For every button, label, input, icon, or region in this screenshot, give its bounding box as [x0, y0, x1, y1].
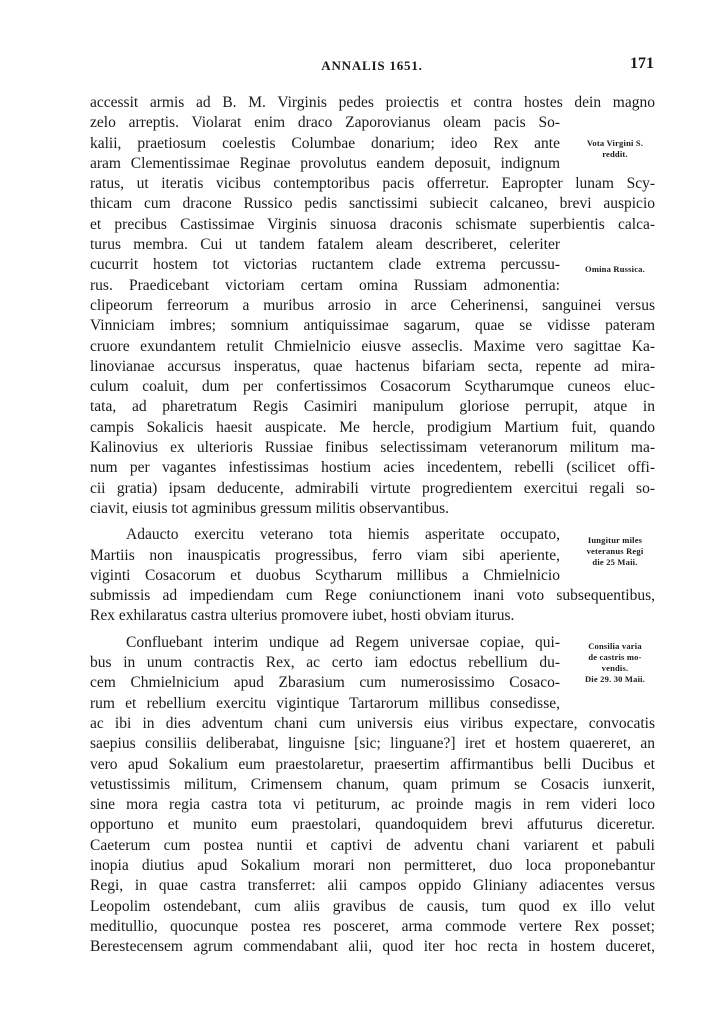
text-line: viginti Cosacorum et duobus Scytharum millibus a Chmielnicio: [90, 566, 560, 584]
text-line: Rex exhilaratus castra ulterius promovere iubet, hosti obviam iturus.: [90, 607, 515, 625]
text-line: inopia diutius apud Sokalium morari non permitteret, duo loca proponebantur: [90, 856, 655, 874]
margin-note-omina: Omina Russica.: [585, 264, 645, 274]
text-line: ratus, ut iteratis vicibus contemptoribus pacis offerretur. Eapropter lunam Scy-: [90, 175, 655, 193]
text-line: Caeterum cum postea nuntii et captivi de adventu chani variarent et pabuli: [90, 836, 655, 854]
text-line: kalii, praetiosum coelestis Columbae donarium; ideo Rex ante: [90, 134, 560, 152]
text-line: culum coaluit, dum per confertissimos Cosacorum Scytharumque cuneos eluc-: [90, 378, 655, 396]
text-line: cii gratia) ipsam deducente, admirabili virtute progredientem exercitui regali so-: [90, 479, 655, 497]
text-line: cem Chmielnicium apud Zbarasium cum numerosissimo Cosaco-: [90, 674, 560, 692]
text-line: aram Clementissimae Reginae provolutus eandem deposuit, indignum: [90, 154, 560, 172]
text-line: ciavit, eiusis tot agminibus gressum militis observantibus.: [90, 499, 450, 517]
text-line: Leopolim ostendebant, cum aliis gravibus de causis, tum quod ex illo velut: [90, 897, 655, 915]
text-line: rum et rebellium exercitu vigintique Tartarorum millibus consedisse,: [90, 694, 560, 712]
text-line: zelo arreptis. Violarat enim draco Zaporovianus oleam pacis So-: [90, 114, 560, 132]
running-title: ANNALIS 1651.: [321, 58, 423, 73]
text-line: tata, ad pharetratum Regis Casimiri manipulum gloriose perrupit, atque in: [90, 398, 655, 416]
text-line: meditullio, quocunque postea res posceret, arma commode vertere Rex posset;: [90, 917, 655, 935]
page-header: [90, 55, 654, 79]
text-line: vetustissimis militum, Crimensem chanum, quam primum se Cosacis iunxerit,: [90, 775, 655, 793]
text-line: cucurrit hostem tot victorias ructantem clade extrema percussu-: [90, 256, 560, 274]
text-line: Adaucto exercitu veterano tota hiemis asperitate occupato,: [126, 526, 560, 544]
text-line: bus in unum contractis Rex, ac certo iam edoctus rebellium du-: [90, 654, 560, 672]
text-line: saepius consiliis deliberabat, linguisne [sic; linguane?] iret et hostem quaereret, an: [90, 735, 655, 753]
text-line: Regi, in quae castra transferret: alii campos oppido Gliniany adiacentes versus: [90, 877, 655, 895]
text-line: rus. Praedicebant victoriam certam omina Russiam admonentia:: [90, 276, 560, 294]
page-number: 171: [630, 55, 654, 72]
text-line: et precibus Castissimae Virginis sinuosa draconis schismate superbientis calca-: [90, 215, 655, 233]
text-line: submissis ad impediendam cum Rege coniunctionem inani voto subsequentibus,: [90, 587, 655, 605]
text-line: num per vagantes infestissimas hostium acies incedentem, rebelli (scilicet offi-: [90, 459, 655, 477]
text-line: Kalinovius ex ulterioris Russiae finibus selectissimam veteranorum militum ma-: [90, 439, 655, 457]
text-line: Confluebant interim undique ad Regem universae copiae, qui-: [126, 633, 560, 651]
text-line: sine mora regia castra tota vi petiturum, ac proinde magis in rem videri loco: [90, 796, 655, 814]
margin-note-vota: Vota Virgini S. reddit.: [586, 138, 644, 159]
text-line: turus membra. Cui ut tandem fatalem aleam describeret, celeriter: [90, 236, 560, 254]
text-line: opportuno et munito eum praestolari, quandoquidem brevi affuturus diceretur.: [90, 816, 655, 834]
text-line: vero apud Sokalium eum praestolaretur, praesertim affirmantibus belli Ducibus et: [90, 755, 655, 773]
body-text: [90, 93, 655, 957]
text-line: accessit armis ad B. M. Virginis pedes proiectis et contra hostes dein magno: [90, 94, 655, 111]
text-line: cruore exundantem retulit Chmielnicio eiusve asseclis. Maxime vero sagittae Ka-: [90, 337, 655, 355]
text-line: linovianae accursus insperatus, quae hactenus bifariam secta, repente ad mira-: [90, 357, 655, 375]
margin-note-consilia: Consilia varia de castris mo- vendis. Die 29. 30 Maii.: [584, 641, 646, 684]
text-line: Vinniciam imbres; somnium antiquissimae sagarum, quae se vidisse pateram: [90, 317, 655, 335]
text-line: Martiis non inauspicatis progressibus, ferro viam sibi aperiente,: [90, 546, 560, 564]
text-line: clipeorum ferreorum a muribus arrosio in arce Ceherinensi, sanguinei versus: [90, 296, 655, 314]
text-line: Berestecensem agrum commendabant alii, quod iter hoc recta in hostem duceret,: [90, 938, 655, 956]
margin-note-iungitur: Iungitur miles veteranus Regi die 25 Maii.: [586, 535, 644, 567]
text-line: campis Sokalicis haesit auspicate. Me hercle, prodigium Martium fuit, quando: [90, 418, 655, 436]
text-line: ac ibi in dies adventum chani cum universis eius viribus expectare, convocatis: [90, 714, 655, 732]
text-line: thicam cum dracone Russico pedis sanctissimi subiecit calcaneo, brevi auspicio: [90, 195, 655, 213]
